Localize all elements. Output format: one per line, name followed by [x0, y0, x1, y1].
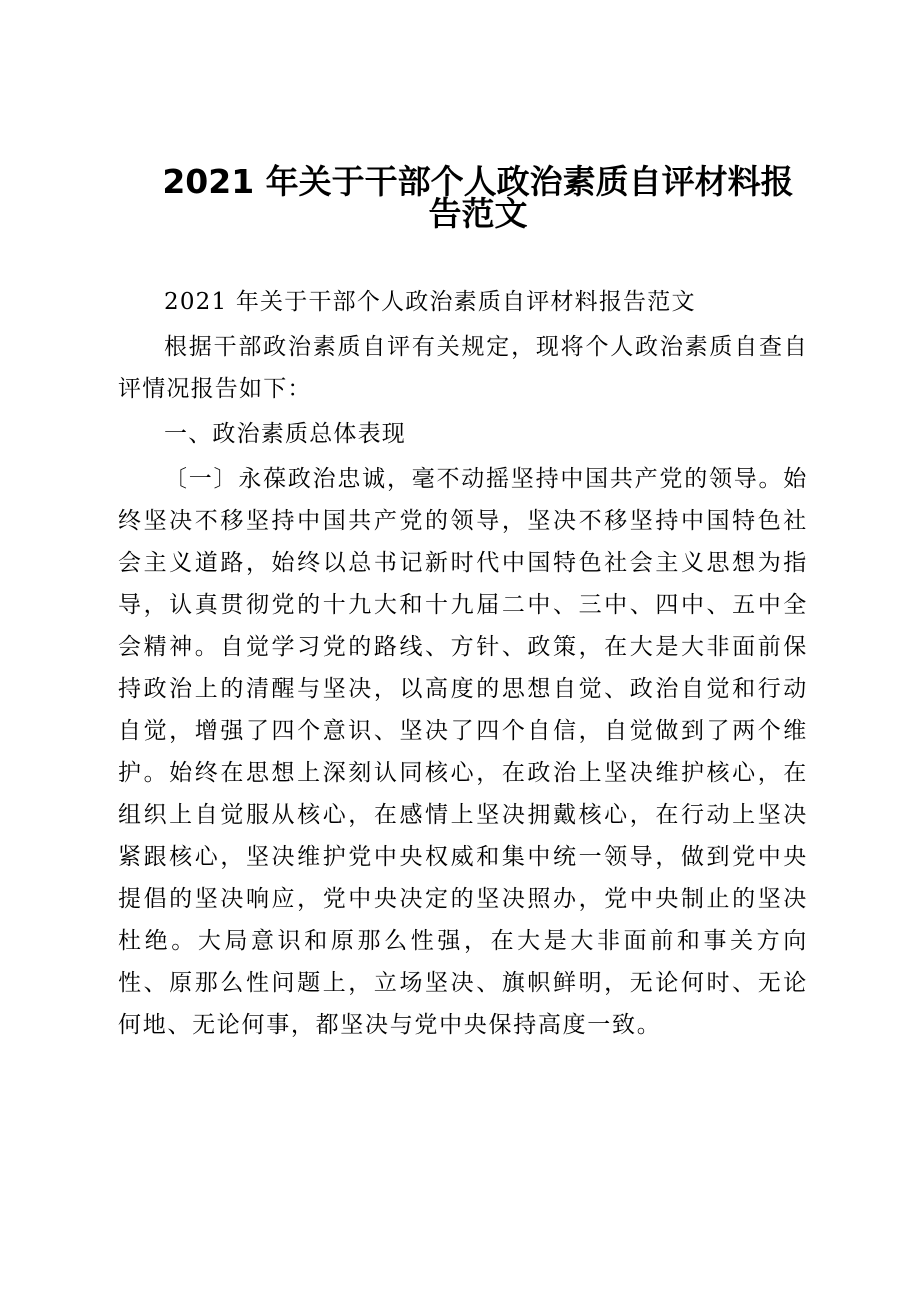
document-body	[118, 281, 808, 1046]
paragraph-section-1: 〔一〕永葆政治忠诚，毫不动摇坚持中国共产党的领导。始终坚决不移坚持中国共产党的领导，坚决不移坚持中国特色社会主义道路，始终以总书记新时代中国特色社会主义思想为指导，认真贯彻党的十九大和十九届二中、三中、四中、五中全会精神。自觉学习党的路线、方针、政策，在大是大非面前保持政治上的清醒与坚决，以高度的思想自觉、政治自觉和行动自觉，增强了四个意识、坚决了四个自信，自觉做到了两个维护。始终在思想上深刻认同核心，在政治上坚决维护核心，在组织上自觉服从核心，在感情上坚决拥戴核心，在行动上坚决紧跟核心，坚决维护党中央权威和集中统一领导，做到党中央提倡的坚决响应，党中央决定的坚决照办，党中央制止的坚决杜绝。大局意识和原那么性强，在大是大非面前和事关方向性、原那么性问题上，立场坚决、旗帜鲜明，无论何时、无论何地、无论何事，都坚决与党中央保持高度一致。	[118, 466, 808, 1038]
section-heading: 一、政治素质总体表现	[164, 421, 406, 447]
document-title-line-2: 告范文	[428, 194, 528, 233]
paragraph-intro: 根据干部政治素质自评有关规定，现将个人政治素质自查自评情况报告如下：	[118, 334, 808, 402]
document-title-line-1: 2021 年关于干部个人政治素质自评材料报	[162, 162, 794, 201]
paragraph-subtitle: 2021 年关于干部个人政治素质自评材料报告范文	[164, 289, 696, 315]
